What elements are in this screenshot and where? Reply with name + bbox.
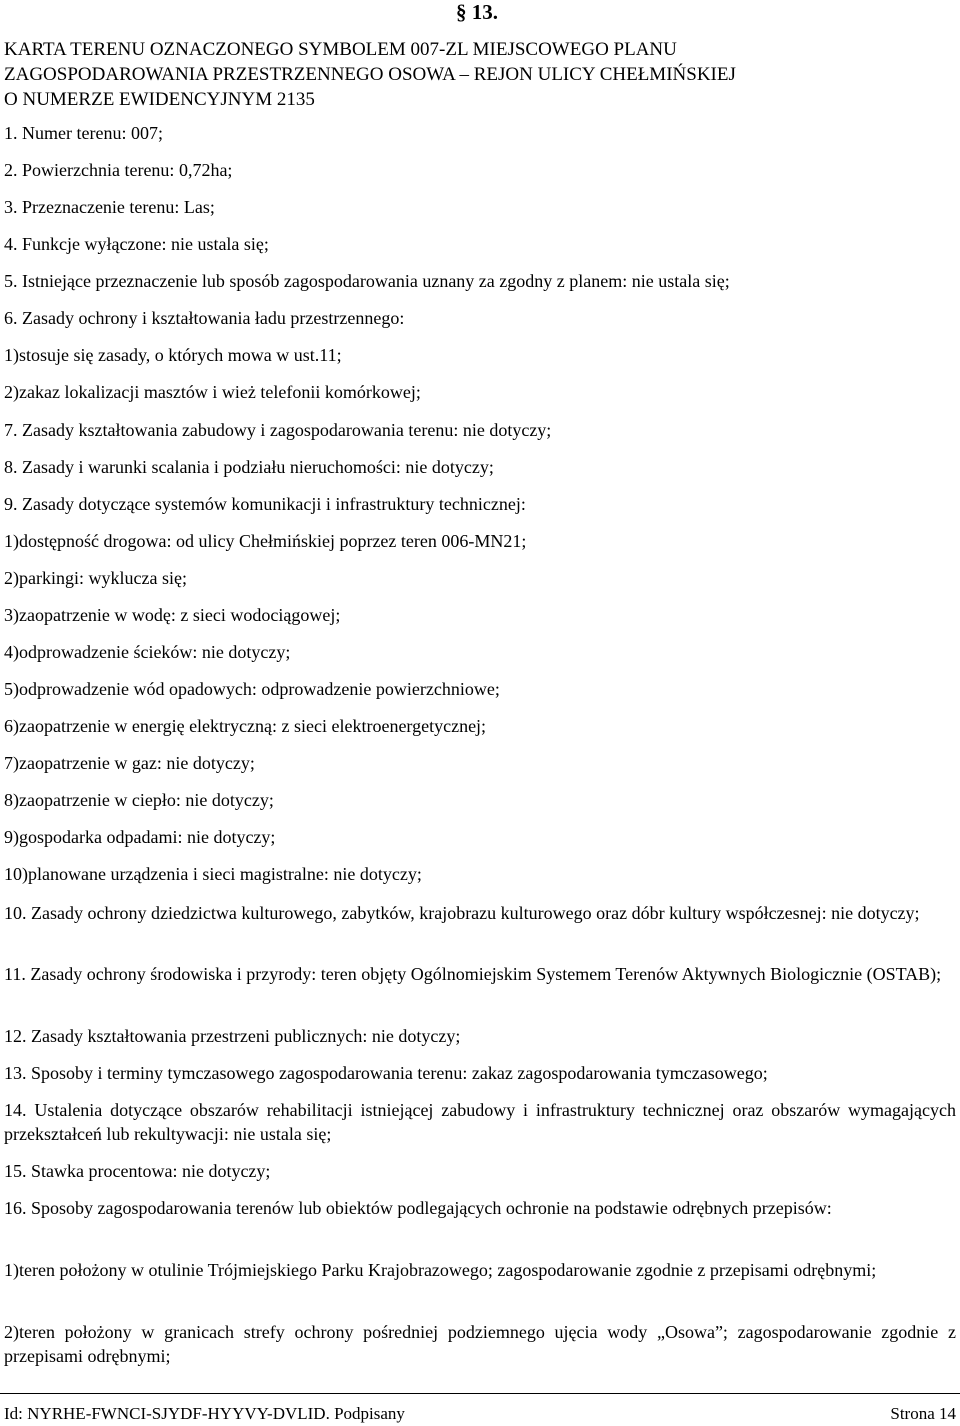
item-13: 13. Sposoby i terminy tymczasowego zagospodarowania terenu: zakaz zagospodarowania tymczasowego; <box>4 1063 768 1083</box>
item-14: 14. Ustalenia dotyczące obszarów rehabilitacji istniejącej zabudowy i infrastruktury technicznej oraz obszarów wymagających przekształceń lub rekultywacji: nie ustala się; <box>4 1100 956 1144</box>
item-16-1: 1)teren położony w otulinie Trójmiejskiego Parku Krajobrazowego; zagospodarowanie zgodnie z przepisami odrębnymi; <box>4 1260 877 1280</box>
item-9-7: 7)zaopatrzenie w gaz: nie dotyczy; <box>4 753 255 773</box>
item-9-4: 4)odprowadzenie ścieków: nie dotyczy; <box>4 642 291 662</box>
item-16-2: 2)teren położony w granicach strefy ochrony pośredniej podziemnego ujęcia wody „Osowa”; zagospodarowanie zgodnie z przepisami odrębnymi; <box>4 1322 956 1366</box>
item-9-2: 2)parkingi: wyklucza się; <box>4 568 187 588</box>
section-number: § 13. <box>456 0 498 24</box>
item-6-1: 1)stosuje się zasady, o których mowa w ust.11; <box>4 345 342 365</box>
page-number: Strona 14 <box>890 1404 956 1423</box>
item-4: 4. Funkcje wyłączone: nie ustala się; <box>4 234 269 254</box>
item-3: 3. Przeznaczenie terenu: Las; <box>4 197 215 217</box>
item-7: 7. Zasady kształtowania zabudowy i zagospodarowania terenu: nie dotyczy; <box>4 420 552 440</box>
item-12: 12. Zasady kształtowania przestrzeni publicznych: nie dotyczy; <box>4 1026 461 1046</box>
title-line: O NUMERZE EWIDENCYJNYM 2135 <box>4 89 315 110</box>
item-15: 15. Stawka procentowa: nie dotyczy; <box>4 1161 271 1181</box>
document-id: Id: NYRHE-FWNCI-SJYDF-HYYVY-DVLID. Podpisany <box>4 1404 405 1423</box>
item-1: 1. Numer terenu: 007; <box>4 123 163 143</box>
item-9-5: 5)odprowadzenie wód opadowych: odprowadzenie powierzchniowe; <box>4 679 500 699</box>
item-9-1: 1)dostępność drogowa: od ulicy Chełmińskiej poprzez teren 006-MN21; <box>4 531 527 551</box>
item-6-2: 2)zakaz lokalizacji masztów i wież telefonii komórkowej; <box>4 382 421 402</box>
item-9-6: 6)zaopatrzenie w energię elektryczną: z sieci elektroenergetycznej; <box>4 716 487 736</box>
item-11: 11. Zasady ochrony środowiska i przyrody: teren objęty Ogólnomiejskim Systemem Terenów Aktywnych Biologicznie (OSTAB); <box>4 964 942 984</box>
item-8: 8. Zasady i warunki scalania i podziału nieruchomości: nie dotyczy; <box>4 457 494 477</box>
title-line: KARTA TERENU OZNACZONEGO SYMBOLEM 007-ZL MIEJSCOWEGO PLANU <box>4 39 677 60</box>
item-9: 9. Zasady dotyczące systemów komunikacji i infrastruktury technicznej: <box>4 494 526 514</box>
item-10: 10. Zasady ochrony dziedzictwa kulturowego, zabytków, krajobrazu kulturowego oraz dóbr kultury współczesnej: nie dotyczy; <box>4 903 920 923</box>
item-9-8: 8)zaopatrzenie w ciepło: nie dotyczy; <box>4 790 274 810</box>
item-16: 16. Sposoby zagospodarowania terenów lub obiektów podlegających ochronie na podstawie odrębnych przepisów: <box>4 1198 832 1218</box>
title-line: ZAGOSPODAROWANIA PRZESTRZENNEGO OSOWA – REJON ULICY CHEŁMIŃSKIEJ <box>4 64 736 85</box>
document-title <box>4 37 954 112</box>
item-6: 6. Zasady ochrony i kształtowania ładu przestrzennego: <box>4 308 405 328</box>
item-5: 5. Istniejące przeznaczenie lub sposób zagospodarowania uznany za zgodny z planem: nie ustala się; <box>4 271 730 291</box>
page-footer <box>0 1393 960 1426</box>
item-9-3: 3)zaopatrzenie w wodę: z sieci wodociągowej; <box>4 605 341 625</box>
item-2: 2. Powierzchnia terenu: 0,72ha; <box>4 160 233 180</box>
item-9-9: 9)gospodarka odpadami: nie dotyczy; <box>4 827 276 847</box>
item-9-10: 10)planowane urządzenia i sieci magistralne: nie dotyczy; <box>4 864 422 884</box>
